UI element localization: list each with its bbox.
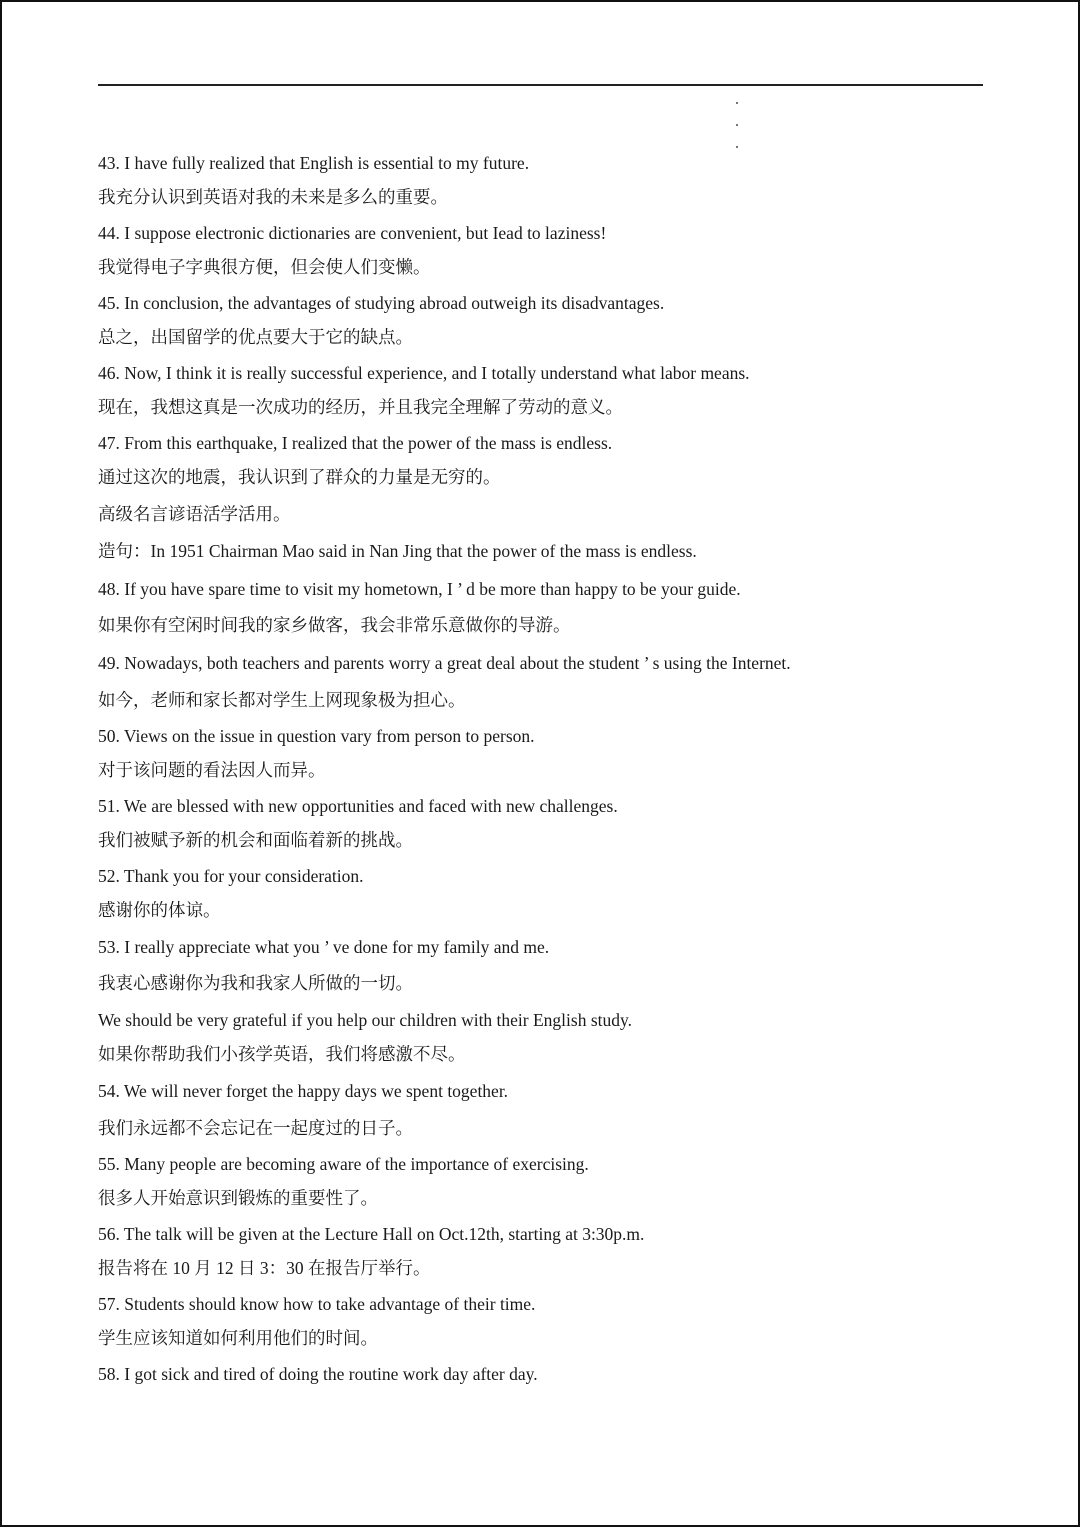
sentence-chinese: 报告将在 10 月 12 日 3：30 在报告厅举行。 xyxy=(98,1258,431,1278)
sentence-english: 52. Thank you for your consideration. xyxy=(98,866,364,886)
sentence-english: 47. From this earthquake, I realized that the power of the mass is endless. xyxy=(98,433,613,453)
sentence-chinese: 如果你有空闲时间我的家乡做客，我会非常乐意做你的导游。 xyxy=(98,615,571,635)
sentence-chinese: 感谢你的体谅。 xyxy=(98,900,221,920)
sentence-chinese: 我们被赋予新的机会和面临着新的挑战。 xyxy=(98,830,413,850)
sentence-english: 54. We will never forget the happy days we spent together. xyxy=(98,1081,509,1101)
sentence-english: We should be very grateful if you help our children with their English study. xyxy=(98,1010,633,1030)
dot-mark xyxy=(736,102,738,104)
dot-mark xyxy=(736,124,738,126)
sentence-chinese: 我充分认识到英语对我的未来是多么的重要。 xyxy=(98,187,448,207)
sentence-chinese: 学生应该知道如何利用他们的时间。 xyxy=(98,1328,378,1348)
sentence-english: 56. The talk will be given at the Lecture Hall on Oct.12th, starting at 3:30p.m. xyxy=(98,1224,645,1244)
sentence-chinese: 通过这次的地震，我认识到了群众的力量是无穷的。 xyxy=(98,467,501,487)
dot-mark xyxy=(736,146,738,148)
sentence-chinese: 对于该问题的看法因人而异。 xyxy=(98,760,326,780)
note-heading: 高级名言谚语活学活用。 xyxy=(98,504,291,524)
sentence-english: 48. If you have spare time to visit my hometown, I ’ d be more than happy to be your guide. xyxy=(98,579,741,599)
sentence-chinese: 我衷心感谢你为我和我家人所做的一切。 xyxy=(98,973,413,993)
sentence-english: 58. I got sick and tired of doing the routine work day after day. xyxy=(98,1364,538,1384)
header-rule xyxy=(98,84,983,86)
sentence-chinese: 现在，我想这真是一次成功的经历，并且我完全理解了劳动的意义。 xyxy=(98,397,623,417)
sentence-chinese: 总之，出国留学的优点要大于它的缺点。 xyxy=(98,327,413,347)
example-sentence: 造句：In 1951 Chairman Mao said in Nan Jing that the power of the mass is endless. xyxy=(98,541,697,561)
sentence-english: 55. Many people are becoming aware of the importance of exercising. xyxy=(98,1154,589,1174)
sentence-english: 44. I suppose electronic dictionaries are convenient, but Iead to laziness! xyxy=(98,223,607,243)
sentence-english: 53. I really appreciate what you ’ ve done for my family and me. xyxy=(98,937,550,957)
sentence-english: 49. Nowadays, both teachers and parents worry a great deal about the student ’ s using the Internet. xyxy=(98,653,791,673)
sentence-chinese: 如果你帮助我们小孩学英语，我们将感激不尽。 xyxy=(98,1044,466,1064)
sentence-chinese: 我们永远都不会忘记在一起度过的日子。 xyxy=(98,1118,413,1138)
sentence-english: 45. In conclusion, the advantages of studying abroad outweigh its disadvantages. xyxy=(98,293,665,313)
sentence-english: 50. Views on the issue in question vary from person to person. xyxy=(98,726,535,746)
sentence-chinese: 如今，老师和家长都对学生上网现象极为担心。 xyxy=(98,690,466,710)
sentence-chinese: 很多人开始意识到锻炼的重要性了。 xyxy=(98,1188,378,1208)
sentence-chinese: 我觉得电子字典很方便，但会使人们变懒。 xyxy=(98,257,431,277)
sentence-english: 43. I have fully realized that English is essential to my future. xyxy=(98,153,530,173)
sentence-english: 46. Now, I think it is really successful experience, and I totally understand what labor means. xyxy=(98,363,750,383)
sentence-english: 57. Students should know how to take advantage of their time. xyxy=(98,1294,536,1314)
sentence-english: 51. We are blessed with new opportunities and faced with new challenges. xyxy=(98,796,618,816)
